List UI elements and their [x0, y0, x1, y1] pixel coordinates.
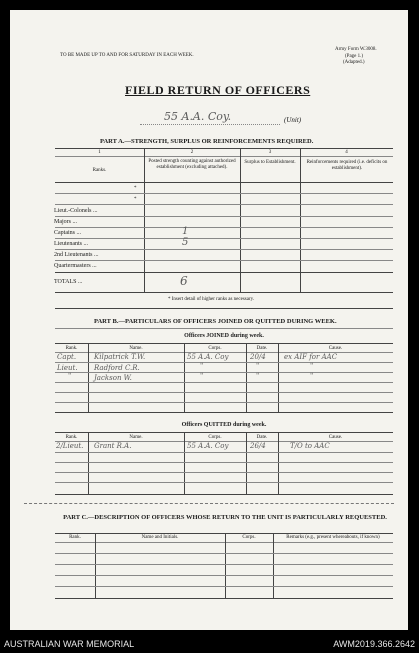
- posted-lieutenants: 5: [182, 237, 189, 248]
- part-a-footnote: * Insert detail of higher ranks as necessary.: [168, 297, 255, 302]
- part-c-col-rank: Rank.: [69, 535, 81, 540]
- surplus-header: Surplus to Establishment.: [244, 160, 296, 165]
- joined-row-2-name: Radford C.R.: [94, 364, 140, 372]
- unit-line: [140, 124, 280, 125]
- joined-row-1-name: Kilpatrick T.W.: [94, 353, 146, 361]
- joined-row-1-cause: ex AIF for AAC: [284, 353, 338, 361]
- part-c-col-name: Name and Initials.: [141, 535, 179, 540]
- quitted-row-1-corps: 55 A.A. Coy: [187, 442, 229, 450]
- part-c-col-corps: Corps.: [242, 535, 256, 540]
- joined-title: Officers JOINED during week.: [184, 333, 264, 339]
- quitted-row-1-date: 26/4: [250, 442, 266, 450]
- ranks-header: Ranks.: [92, 168, 107, 173]
- quitted-col-name: Name.: [129, 435, 143, 440]
- footer-accession-number: AWM2019.366.2642: [333, 639, 415, 649]
- archive-footer: [0, 637, 419, 653]
- rank-quartermasters: Quartermasters ...: [54, 263, 97, 269]
- joined-col-date: Date.: [256, 346, 268, 351]
- form-title: FIELD RETURN OF OFFICERS: [125, 83, 311, 97]
- joined-col-name: Name.: [129, 346, 143, 351]
- quitted-col-corps: Corps.: [208, 435, 222, 440]
- posted-captains: 1: [182, 226, 189, 237]
- rank-captains: Captains ...: [54, 230, 81, 236]
- quitted-col-cause: Cause.: [328, 435, 343, 440]
- rank-lieutenants: Lieutenants ...: [54, 241, 88, 247]
- col-number-1: 1: [98, 150, 101, 155]
- instruction-text: TO BE MADE UP TO AND FOR SATURDAY IN EACH WEEK.: [60, 53, 194, 58]
- totals-label: TOTALS ...: [54, 279, 83, 285]
- quitted-title: Officers QUITTED during week.: [181, 422, 267, 428]
- part-c-heading: PART C.—DESCRIPTION OF OFFICERS WHOSE RETURN TO THE UNIT IS PARTICULARLY REQUESTED.: [63, 514, 387, 521]
- joined-col-rank: Rank.: [65, 346, 78, 351]
- joined-row-3-name: Jackson W.: [94, 374, 132, 382]
- quitted-row-1-name: Grant R.A.: [94, 442, 132, 450]
- joined-row-1-corps: 55 A.A. Coy: [187, 353, 229, 361]
- joined-row-1-date: 20/4: [250, 353, 266, 361]
- col-number-3: 3: [268, 150, 272, 155]
- joined-row-1-rank: Capt.: [57, 353, 77, 361]
- quitted-row-1-rank: 2/Lieut.: [56, 442, 84, 450]
- tear-line: [24, 503, 394, 504]
- posted-header: Posted strength counting against authorized establishment (excluding attached).: [148, 159, 236, 170]
- footer-institution: AUSTRALIAN WAR MEMORIAL: [4, 639, 135, 649]
- rank-majors: Majors ...: [54, 219, 77, 225]
- rank-lieut-colonels: Lieut.-Colonels ...: [54, 208, 98, 214]
- form-id: Army Form W.3008.: [335, 47, 377, 52]
- rank-2nd-lieutenants: 2nd Lieutenants ...: [54, 252, 99, 258]
- col-number-4: 4: [345, 150, 348, 155]
- unit-label: (Unit): [284, 116, 302, 124]
- quitted-row-1-cause: T/O to AAC: [290, 442, 330, 450]
- form-page: TO BE MADE UP TO AND FOR SATURDAY IN EACH WEEK. Army Form W.3008. (Page 1.) (Adapted.) FIELD RETURN OF OFFICERS 55 A.A. Coy. (Unit) PART A.—STRENGTH, SURPLUS OR REINFORCEMENTS REQUIRED. 1 2 3 4 Ranks. Posted strength counting against authorized establishment (excluding attached). Surplus to Establishment. Reinforcements required (i.e. deficits on establishment). * * Lieut.-Colonels ... Majors ... Captains ... 1 Lieutenants ... 5 2nd Lieutenants ... Quartermasters ... TOTALS ... 6 * Insert detail of higher ranks as necessary. PART B.—PARTICULARS OF OFFICERS JOINED OR QUITTED DURING WEEK. Officers JOINED during week. Rank. Name. Corps. Date. Cause. Capt. Kilpatrick T.W. 55 A.A. Coy 20/4 ex AIF for AAC Lieut. Radford C.R. " " " Jackson W. " " " " Officers QUITTED during week. Rank. Name. Corps. Date. Cause. 2/Lieut. Grant R.A. 55 A.A. Coy 26/4 T/O to AAC PART C.—DESCRIPTION OF OFFICERS WHOSE RETURN TO THE UNIT IS PARTICULARLY REQUESTED. Rank. Name and Initials. Corps. Remarks (e.g., present whereabouts, if known): [10, 10, 408, 630]
- col-number-2: 2: [190, 150, 194, 155]
- quitted-col-rank: Rank.: [65, 435, 78, 440]
- unit-handwritten: 55 A.A. Coy.: [164, 110, 232, 123]
- reinforcements-header: Reinforcements required (i.e. deficits on establishment).: [306, 160, 388, 171]
- quitted-col-date: Date.: [256, 435, 268, 440]
- joined-col-cause: Cause.: [328, 346, 343, 351]
- joined-row-2-rank: Lieut.: [57, 364, 78, 372]
- part-c-col-remarks: Remarks (e.g., present whereabouts, if known): [286, 535, 380, 540]
- totals-value: 6: [180, 274, 188, 288]
- form-adapted: (Adapted.): [343, 60, 365, 65]
- part-a-heading: PART A.—STRENGTH, SURPLUS OR REINFORCEMENTS REQUIRED.: [100, 138, 314, 145]
- part-b-heading: PART B.—PARTICULARS OF OFFICERS JOINED OR QUITTED DURING WEEK.: [94, 318, 337, 325]
- joined-col-corps: Corps.: [208, 346, 222, 351]
- form-page-number: (Page 1.): [345, 54, 364, 59]
